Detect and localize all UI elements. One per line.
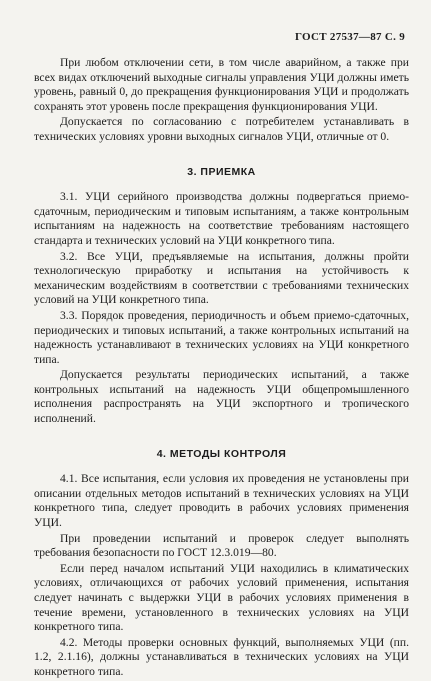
paragraph: 4.1. Все испытания, если условия их проведения не установлены при описании отдельных методов испытаний в технических условиях на УЦИ конкретного типа, следует проводить в рабочих условиях применения УЦИ. [34, 472, 409, 530]
document-body [34, 56, 409, 681]
section-4-heading: 4. МЕТОДЫ КОНТРОЛЯ [156, 447, 287, 460]
paragraph: Допускается по согласованию с потребителем устанавливать в технических условиях уровни выходных сигналов УЦИ, отличные от 0. [34, 115, 409, 143]
paragraph: 3.1. УЦИ серийного производства должны подвергаться приемо-сдаточным, периодическим и типовым испытаниям, а также контрольным испытаниям на надежность на соответствие требованиям настоящего стандарта и технических условий на УЦИ конкретного типа. [34, 190, 409, 247]
paragraph: 4.2. Методы проверки основных функций, выполняемых УЦИ (пп. 1.2, 2.1.16), должны устанавливаться в технических условиях на УЦИ конкретного типа. [34, 635, 409, 678]
paragraph: При проведении испытаний и проверок следует выполнять требования безопасности по ГОСТ 12.3.019—80. [34, 531, 409, 560]
paragraph: При любом отключении сети, в том числе аварийном, а также при всех видах отключений выходные сигналы управления УЦИ должны иметь уровень, равный 0, до прекращения функционирования УЦИ и продолжать сохранять этот уровень после прекращения функционирования УЦИ. [34, 56, 409, 113]
paragraph: 3.3. Порядок проведения, периодичность и объем приемо-сдаточных, периодических и типовых испытаний, а также контрольных испытаний на надежность устанавливают в технических условиях на УЦИ конкретного типа. [34, 308, 409, 366]
paragraph: Допускается результаты периодических испытаний, а также контрольных испытаний на надежность УЦИ общепромышленного исполнения распространять на УЦИ экспортного и тропического исполнений. [34, 368, 409, 426]
section-3-heading: 3. ПРИЕМКА [187, 165, 256, 178]
paragraph: 3.2. Все УЦИ, предъявляемые на испытания, должны пройти технологическую приработку и испытания на устойчивость к механическим воздействиям в соответствии с требованиями технических условий на УЦИ конкретного типа. [34, 249, 409, 307]
page-header: ГОСТ 27537—87 С. 9 [294, 31, 405, 43]
paragraph: Если перед началом испытаний УЦИ находились в климатических условиях, отличающихся от рабочих условий применения, испытания следует начинать с выдержки УЦИ в рабочих условиях применения в течение времени, установленного в технических условиях на УЦИ конкретного типа. [34, 561, 409, 634]
